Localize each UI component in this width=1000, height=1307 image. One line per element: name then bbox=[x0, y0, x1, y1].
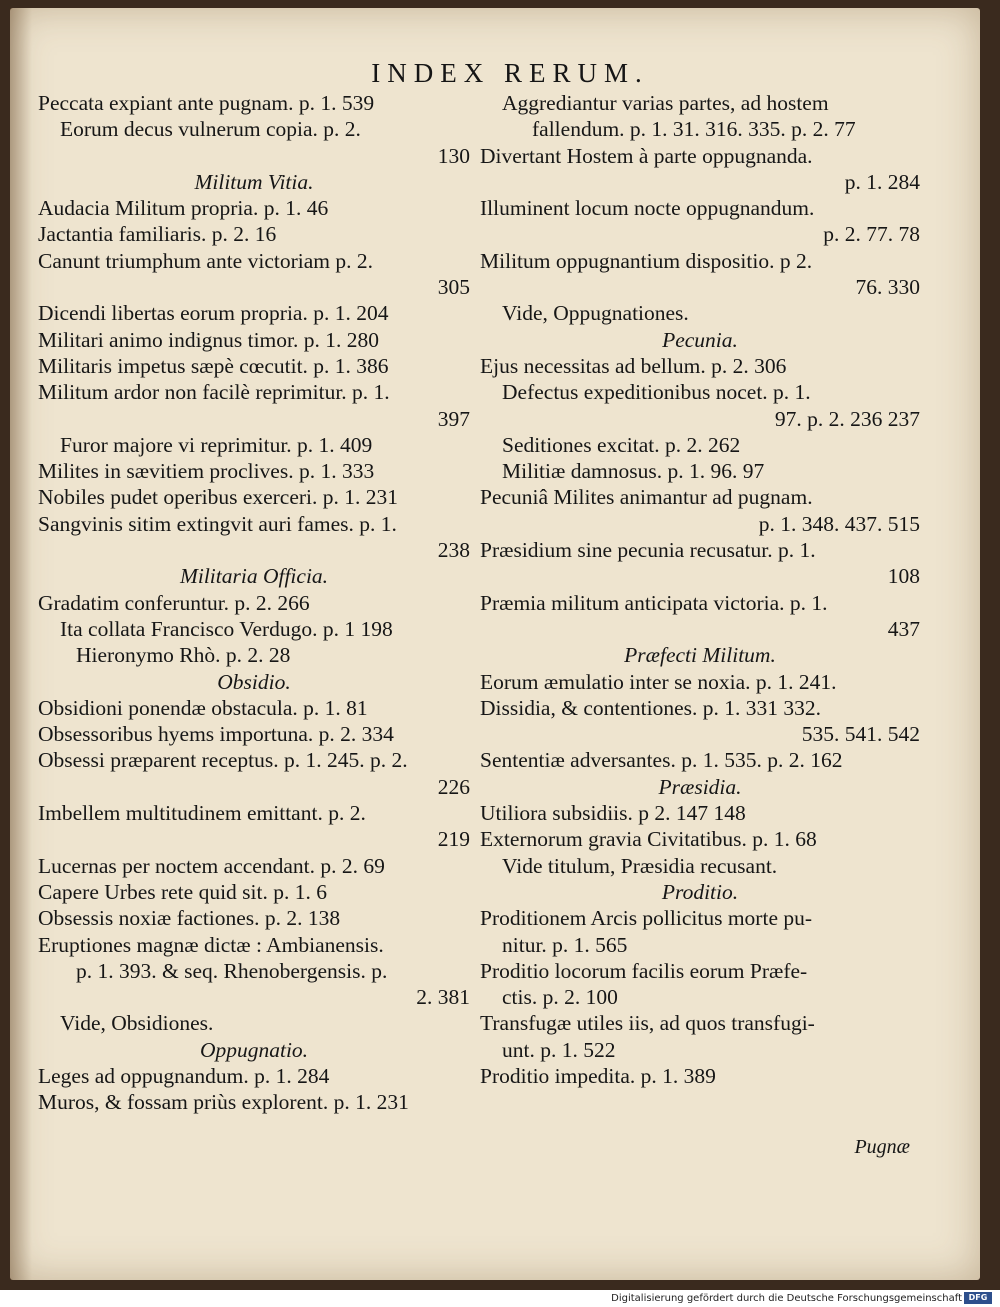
section-heading: Militum Vitia. bbox=[194, 169, 314, 194]
index-column-left bbox=[38, 90, 470, 1116]
index-entry: Eruptiones magnæ dictæ : Ambianensis. bbox=[38, 932, 384, 957]
index-entry: Capere Urbes rete quid sit. p. 1. 6 bbox=[38, 879, 327, 904]
index-entry: Dicendi libertas eorum propria. p. 1. 204 bbox=[38, 301, 389, 326]
index-entry: Leges ad oppugnandum. p. 1. 284 bbox=[38, 1063, 330, 1088]
page-header: INDEX RERUM. bbox=[371, 58, 649, 88]
index-page-ref: 219 bbox=[437, 827, 470, 852]
section-heading: Præfecti Militum. bbox=[624, 643, 776, 668]
index-page-ref: 108 bbox=[887, 564, 920, 589]
index-page-ref: 305 bbox=[437, 275, 470, 300]
index-entry: Furor majore vi reprimitur. p. 1. 409 bbox=[60, 432, 373, 457]
index-entry: nitur. p. 1. 565 bbox=[502, 932, 628, 957]
index-page-ref: p. 1. 284 bbox=[844, 169, 920, 194]
index-entry: Ita collata Francisco Verdugo. p. 1 198 bbox=[60, 616, 393, 641]
section-heading: Præsidia. bbox=[658, 774, 742, 799]
index-page-ref: 130 bbox=[437, 143, 470, 168]
index-entry: Vide, Oppugnationes. bbox=[502, 301, 689, 326]
index-entry: Proditio locorum facilis eorum Præfe- bbox=[480, 958, 808, 983]
section-heading: Militaria Officia. bbox=[179, 564, 329, 589]
index-entry: Nobiles pudet operibus exerceri. p. 1. 231 bbox=[38, 485, 399, 510]
index-entry: Sangvinis sitim extingvit auri fames. p. 1. bbox=[38, 511, 397, 536]
index-entry: Obsessoribus hyems importuna. p. 2. 334 bbox=[38, 722, 394, 747]
index-entry: Illuminent locum nocte oppugnandum. bbox=[480, 196, 815, 221]
index-entry: ctis. p. 2. 100 bbox=[502, 985, 618, 1010]
index-entry: p. 1. 393. & seq. Rhenobergensis. p. bbox=[76, 958, 388, 983]
index-page-ref: p. 2. 77. 78 bbox=[823, 222, 920, 247]
index-entry: Præsidium sine pecunia recusatur. p. 1. bbox=[480, 538, 816, 563]
index-entry: Proditionem Arcis pollicitus morte pu- bbox=[480, 906, 813, 931]
index-entry: Militari animo indignus timor. p. 1. 280 bbox=[38, 327, 380, 352]
index-page-ref: 76. 330 bbox=[855, 275, 920, 300]
index-page-ref: 535. 541. 542 bbox=[801, 722, 920, 747]
index-column-right bbox=[480, 90, 920, 1089]
index-entry: Muros, & fossam priùs explorent. p. 1. 231 bbox=[38, 1090, 409, 1115]
section-heading: Oppugnatio. bbox=[199, 1037, 309, 1062]
index-entry: Audacia Militum propria. p. 1. 46 bbox=[38, 196, 329, 221]
index-page-ref: 226 bbox=[437, 774, 470, 799]
index-entry: Jactantia familiaris. p. 2. 16 bbox=[38, 222, 277, 247]
index-entry: Militum ardor non facilè reprimitur. p. 1. bbox=[38, 380, 390, 405]
index-entry: Militaris impetus sæpè cœcutit. p. 1. 386 bbox=[38, 353, 389, 378]
index-entry: Utiliora subsidiis. p 2. 147 148 bbox=[480, 801, 746, 826]
index-entry: Obsidioni ponendæ obstacula. p. 1. 81 bbox=[38, 695, 368, 720]
index-entry: Pecuniâ Milites animantur ad pugnam. bbox=[480, 485, 813, 510]
index-entry: Ejus necessitas ad bellum. p. 2. 306 bbox=[480, 353, 787, 378]
index-entry: fallendum. p. 1. 31. 316. 335. p. 2. 77 bbox=[532, 117, 856, 142]
index-entry: Externorum gravia Civitatibus. p. 1. 68 bbox=[480, 827, 817, 852]
section-heading: Pecunia. bbox=[662, 327, 738, 352]
index-entry: Eorum æmulatio inter se noxia. p. 1. 241. bbox=[480, 669, 837, 694]
footer-bar bbox=[0, 1290, 1000, 1307]
index-entry: Transfugæ utiles iis, ad quos transfugi- bbox=[480, 1011, 815, 1036]
index-entry: Obsessi præparent receptus. p. 1. 245. p. 2. bbox=[38, 748, 408, 773]
index-entry: Defectus expeditionibus nocet. p. 1. bbox=[502, 380, 811, 405]
index-entry: Lucernas per noctem accendant. p. 2. 69 bbox=[38, 853, 385, 878]
index-entry: Peccata expiant ante pugnam. p. 1. 539 bbox=[38, 91, 375, 115]
index-entry: Sententiæ adversantes. p. 1. 535. p. 2. 162 bbox=[480, 748, 843, 773]
index-entry: Gradatim conferuntur. p. 2. 266 bbox=[38, 590, 310, 615]
index-page-ref: p. 1. 348. 437. 515 bbox=[758, 511, 920, 536]
index-entry: Dissidia, & contentiones. p. 1. 331 332. bbox=[480, 695, 821, 720]
index-page-ref: 2. 381 bbox=[416, 985, 470, 1010]
index-page-ref: 238 bbox=[437, 538, 470, 563]
index-page-ref: 437 bbox=[887, 616, 920, 641]
section-heading: Obsidio. bbox=[217, 669, 291, 694]
section-heading: Proditio. bbox=[661, 879, 739, 904]
index-entry: Hieronymo Rhò. p. 2. 28 bbox=[76, 643, 291, 668]
index-entry: Vide titulum, Præsidia recusant. bbox=[502, 853, 778, 878]
index-entry: Milites in sævitiem proclives. p. 1. 333 bbox=[38, 459, 375, 484]
catchword: Pugnæ bbox=[854, 1136, 910, 1158]
index-entry: Militiæ damnosus. p. 1. 96. 97 bbox=[502, 459, 765, 484]
index-entry: Eorum decus vulnerum copia. p. 2. bbox=[60, 117, 361, 142]
index-entry: Imbellem multitudinem emittant. p. 2. bbox=[38, 801, 366, 826]
index-entry: unt. p. 1. 522 bbox=[502, 1037, 616, 1062]
index-entry: Divertant Hostem à parte oppugnanda. bbox=[480, 143, 813, 168]
index-entry: Vide, Obsidiones. bbox=[60, 1011, 214, 1036]
index-entry: Præmia militum anticipata victoria. p. 1. bbox=[480, 590, 828, 615]
dfg-logo: DFG bbox=[964, 1292, 992, 1304]
index-page-ref: 97. p. 2. 236 237 bbox=[774, 406, 920, 431]
page-spine-shadow bbox=[10, 8, 32, 1280]
index-entry: Militum oppugnantium dispositio. p 2. bbox=[480, 248, 813, 273]
index-entry: Seditiones excitat. p. 2. 262 bbox=[502, 432, 741, 457]
footer-text: Digitalisierung gefördert durch die Deutsche Forschungsgemeinschaft bbox=[611, 1293, 962, 1304]
index-entry: Canunt triumphum ante victoriam p. 2. bbox=[38, 248, 373, 273]
index-entry: Aggrediantur varias partes, ad hostem bbox=[502, 91, 829, 115]
index-page-ref: 397 bbox=[437, 406, 470, 431]
index-entry: Proditio impedita. p. 1. 389 bbox=[480, 1063, 716, 1088]
index-entry: Obsessis noxiæ factiones. p. 2. 138 bbox=[38, 906, 341, 931]
